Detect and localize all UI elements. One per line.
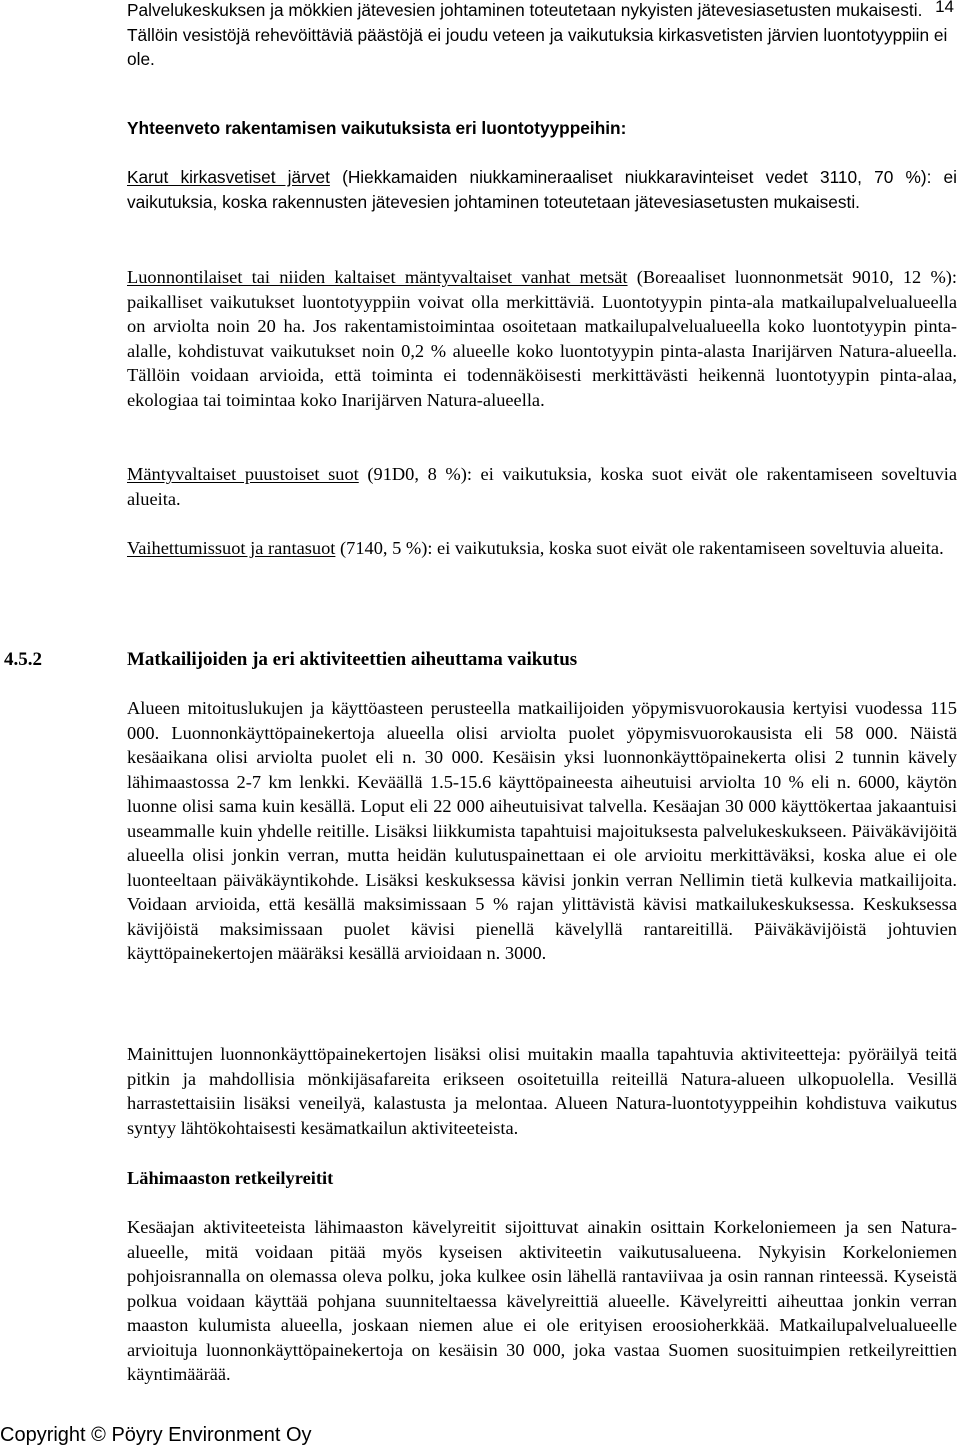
subheading: Lähimaaston retkeilyreitit <box>127 1168 334 1188</box>
body-paragraph-2: Mainittujen luonnonkäyttöpainekertojen lisäksi olisi muitakin maalla tapahtuvia aktiviteetteja: pyöräilyä teitä pitkin ja mahdollisia mönkijäsafareita erikseen osoitetuilla reiteillä Natura-alueen ulkopuolella. Vesillä harrastettaisiin lisäksi veneilyä, kalastusta ja melontaa. Alueen Natura-luontotyyppeihin kohdistuva vaikutus syntyy lähtökohtaisesti kesämatkailun aktiviteeteista. <box>127 1044 957 1138</box>
section-title: Matkailijoiden ja eri aktiviteettien aiheuttama vaikutus <box>127 649 578 670</box>
habitat-item-pine-bogs <box>127 462 957 511</box>
habitat-name: Karut kirkasvetiset järvet <box>127 167 330 187</box>
section-number: 4.5.2 <box>4 649 42 670</box>
intro-text: Palvelukeskuksen ja mökkien jätevesien johtaminen toteutetaan nykyisten jätevesiasetusten mukaisesti. Tällöin vesistöjä rehevöittäviä päästöjä ei joudu veteen ja vaikutuksia kirkasvetisten järvien luontotyyppiin ei ole. <box>127 0 948 69</box>
habitat-text: (Boreaaliset luonnonmetsät 9010, 12 %): paikalliset vaikutukset luontotyyppiin voivat olla merkittäviä. Luontotyypin pinta-ala matkailupalvelualueella on arviolta noin 20 ha. Jos rakentamistoimintaa osoitetaan matkailupalvelualueella koko luontotyypin pinta-alalle, kohdistuvat vaikutukset noin 0,2 % alueelle koko luontotyypin pinta-alasta Inarijärven Natura-alueella. Tällöin voidaan arvioida, että toiminta ei todennäköisesti merkittävästi heikennä luontotyypin pinta-alaa, ekologiaa tai toimintaa koko Inarijärven Natura-alueella. <box>127 267 958 410</box>
habitat-name: Vaihettumissuot ja rantasuot <box>127 538 336 558</box>
footer-copyright: Copyright © Pöyry Environment Oy <box>0 1424 312 1446</box>
body-paragraph-1: Alueen mitoituslukujen ja käyttöasteen perusteella matkailijoiden yöpymisvuorokausia kertyisi vuodessa 115 000. Luonnonkäyttöpainekertoja alueella olisi arviolta puolet yöpymisvuorokausista eli 58 000. Näistä kesäaikana olisi arviolta puolet eli n. 30 000. Kesäisin yksi luonnonkäyttöpainekerta olisi 2 tunnin kävely lähimaastossa 2-7 km lenkki. Keväällä 1.5-15.6 käyttöpaineesta aiheutuisi arviolta 10 % eli n. 6000, käytön luonne olisi sama kuin kesällä. Loput eli 22 000 aiheutuisivat talvella. Kesäajan 30 000 käyttökertaa jakaantuisi useammalle kuin yhdelle reitille. Lisäksi liikkumista tapahtuisi majoituksesta palvelukeskukseen. Päiväkävijöitä alueella olisi jonkin verran, mutta heidän kulutuspainettaan ei ole arvioitu merkittäväksi, koska alue ei ole luonteeltaan päiväkäyntikohde. Lisäksi keskuksessa kävisi jonkin verran Nellimin tietä kulkevia matkailijoita. Voidaan arvioida, että kesällä maksimissaan 5 % rajan ylittävistä kävisi matkailukeskuksessa. Keskuksessa kävijöistä maksimissaan puolet kävisi pienellä kävelyllä rantareitillä. Päiväkävijöistä johtuvien käyttöpainekertojen määräksi kesällä arvioidaan n. 3000. <box>127 698 957 963</box>
habitat-text: (91D0, 8 %): ei vaikutuksia, koska suot eivät ole rakentamiseen soveltuvia alueita. <box>127 464 958 509</box>
habitat-name: Mäntyvaltaiset puustoiset suot <box>127 464 359 484</box>
habitat-item-forests <box>127 265 957 412</box>
summary-heading: Yhteenveto rakentamisen vaikutuksista eri luontotyyppeihin: <box>127 118 627 138</box>
habitat-text: (7140, 5 %): ei vaikutuksia, koska suot eivät ole rakentamiseen soveltuvia alueita. <box>335 538 944 558</box>
trails-paragraph: Kesäajan aktiviteeteista lähimaaston kävelyreitit sijoittuvat ainakin osittain Korkeloniemeen ja sen Natura-alueelle, mitä voidaan pitää myös kyseisen aktiviteetin vaikutusalueena. Nykyisin Korkeloniemen pohjoisrannalla on olemassa oleva polku, joka kulkee osin lähellä rantaviivaa ja osin rannan rinteessä. Kyseistä polkua voidaan käyttää pohjana suunniteltaessa kävelyreittiä alueelle. Kävelyreitti aiheuttaa jonkin verran maaston kulumista alueella, joskaan niemen alue ei ole erityisen eroosioherkkää. Matkailupalvelualueelle arvioituja luonnonkäyttöpainekertoja on kesäisin 30 000, joka vastaa Suomen suosituimpien retkeilyreittien käyntimäärää. <box>127 1217 957 1384</box>
habitat-item-transition-mires <box>127 536 957 561</box>
intro-paragraph <box>127 0 957 72</box>
habitat-item-lakes <box>127 165 957 214</box>
habitat-name: Luonnontilaiset tai niiden kaltaiset mäntyvaltaiset vanhat metsät <box>127 267 628 287</box>
page-number: 14 <box>935 0 954 16</box>
habitat-text: (Hiekkamaiden niukkamineraaliset niukkaravinteiset vedet 3110, 70 %): ei vaikutuksia, koska rakennusten jätevesien johtaminen toteutetaan jätevesiasetusten mukaisesti. <box>127 167 957 212</box>
